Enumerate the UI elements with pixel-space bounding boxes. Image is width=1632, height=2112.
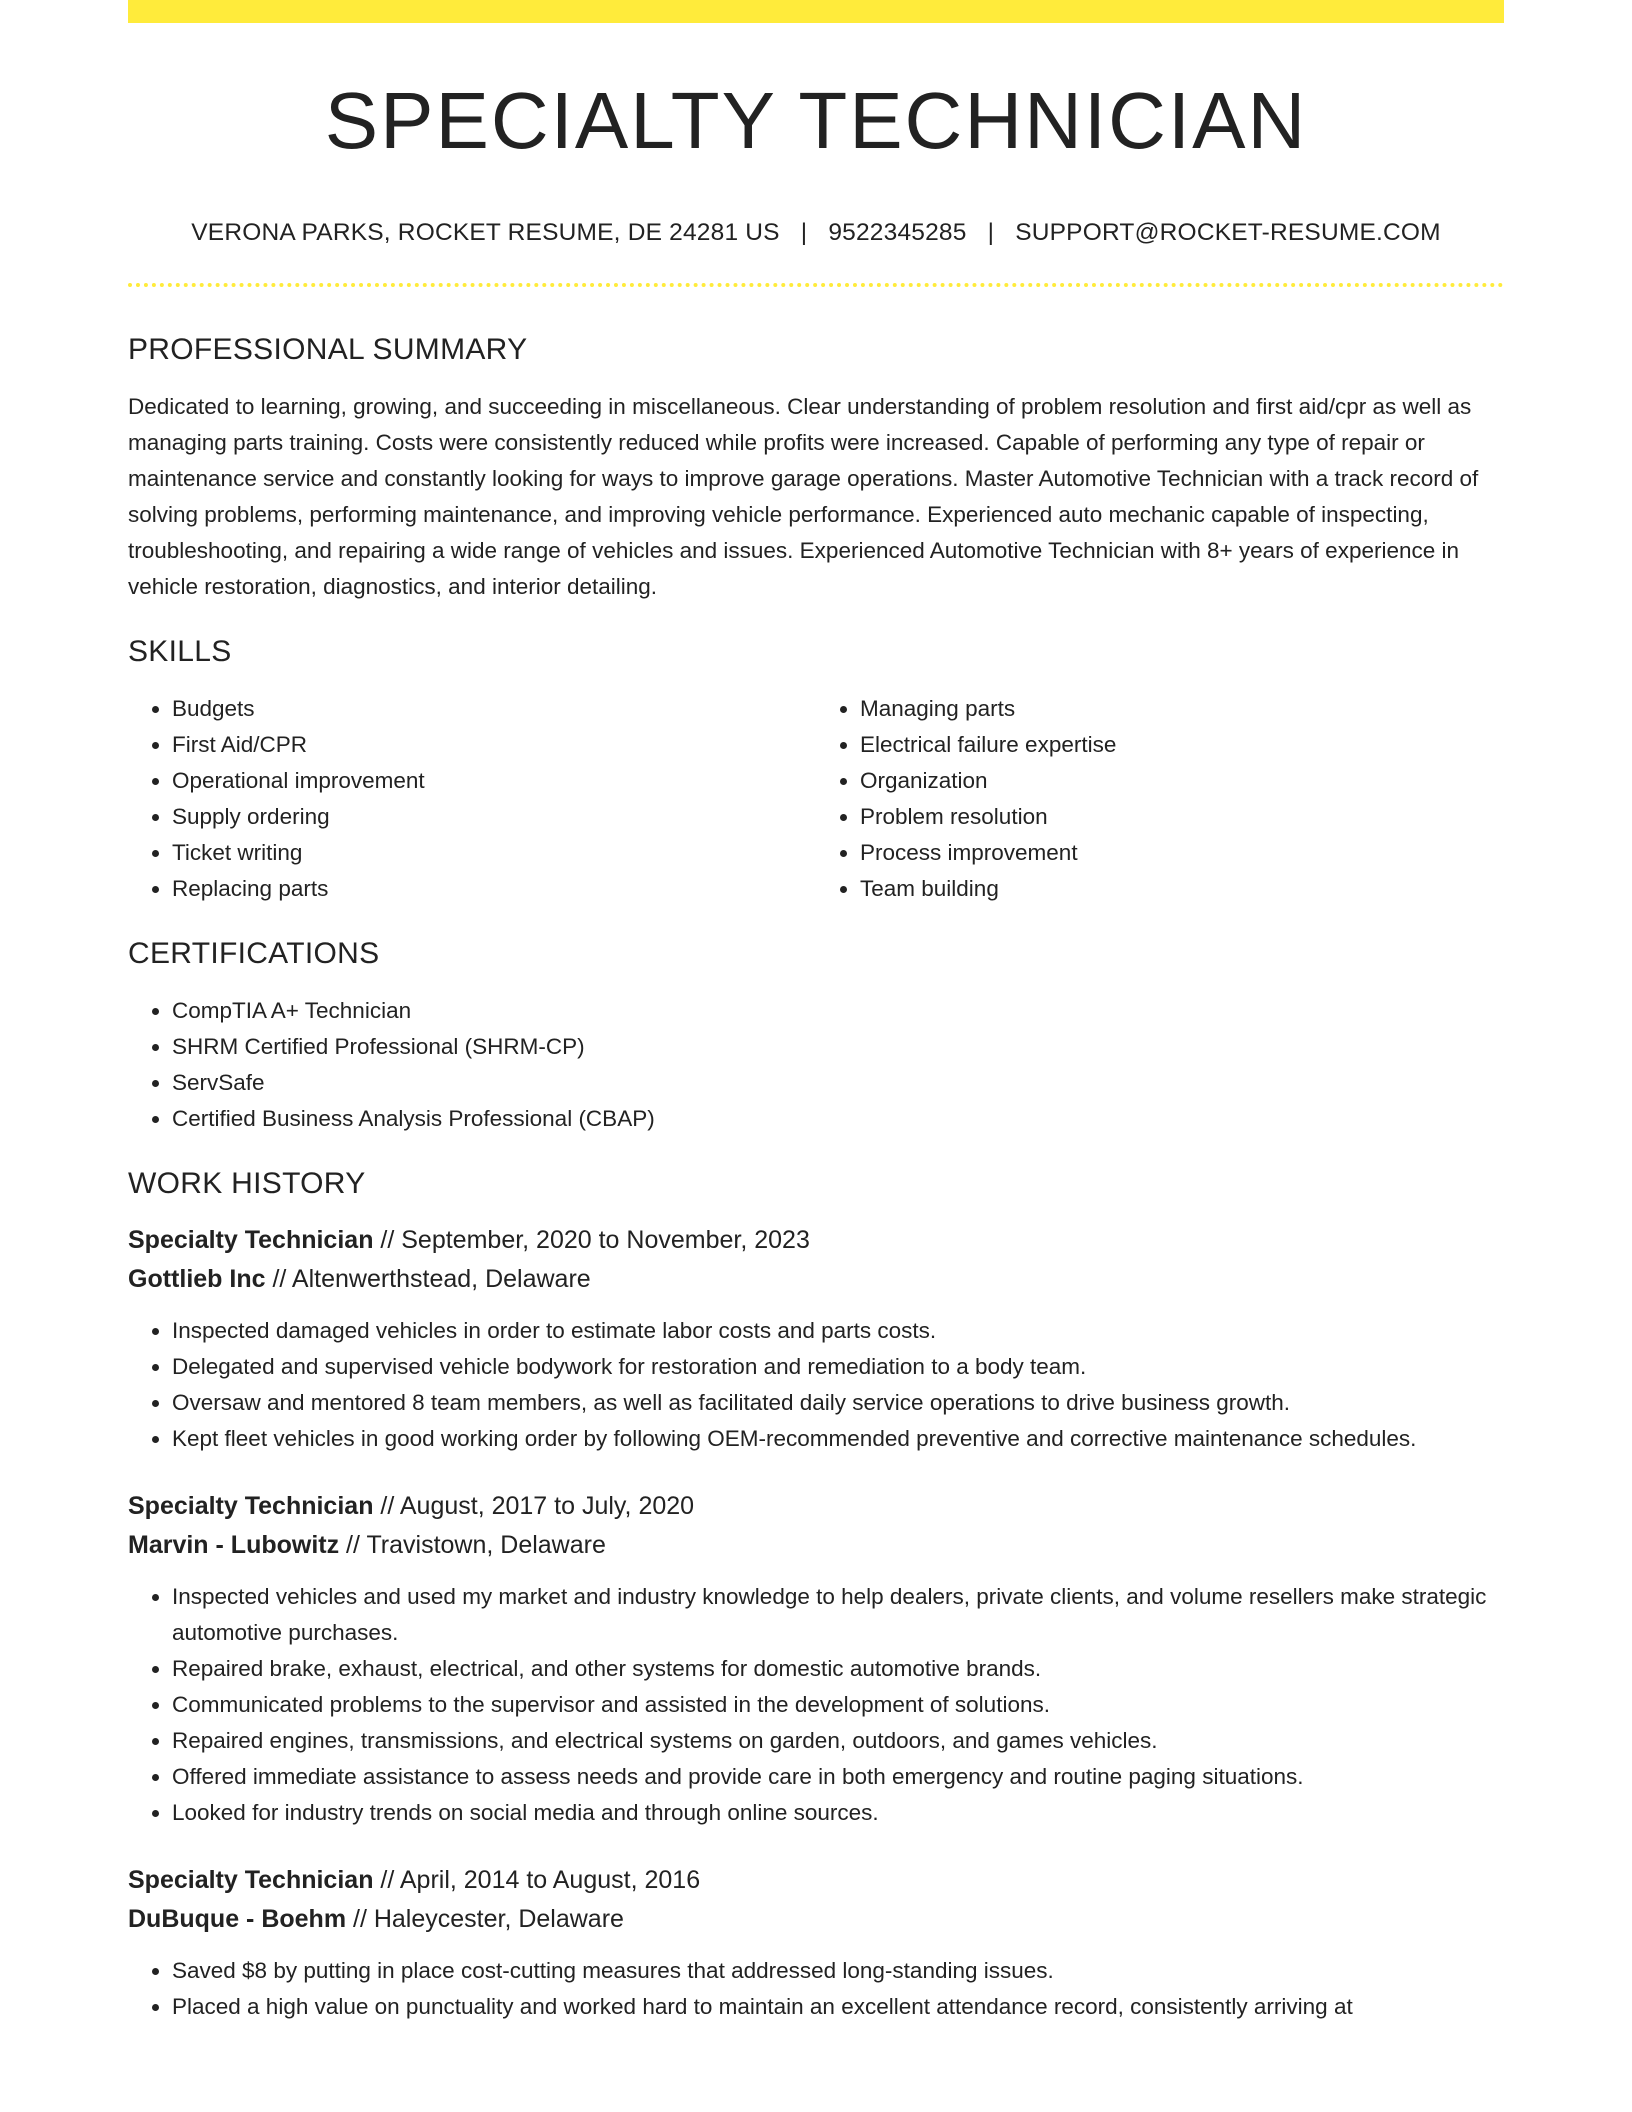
summary-text: Dedicated to learning, growing, and succeeding in miscellaneous. Clear understanding of problem resolution and first aid/cpr as well as managing parts training. Costs were consistently reduced while profits were increased. Capable of performing any type of repair or maintenance service and constantly looking for ways to improve garage operations. Master Automotive Technician with a track record of solving problems, performing maintenance, and improving vehicle performance. Experienced auto mechanic capable of inspecting, troubleshooting, and repairing a wide range of vehicles and issues. Experienced Automotive Technician with 8+ years of experience in vehicle restoration, diagnostics, and interior detailing. <box>128 394 1479 599</box>
job-bullets <box>128 1953 1504 2025</box>
job-bullets <box>128 1579 1504 1831</box>
summary-title: PROFESSIONAL SUMMARY <box>128 333 528 366</box>
dotted-divider <box>128 283 1504 287</box>
job-bullets <box>128 1313 1504 1457</box>
skill-item: • Problem resolution <box>860 799 1504 835</box>
job-dates: // August, 2017 to July, 2020 <box>373 1492 695 1520</box>
contact-address: VERONA PARKS, ROCKET RESUME, DE 24281 US <box>191 219 780 246</box>
job-bullet: • Oversaw and mentored 8 team members, as well as facilitated daily service operations to drive business growth. <box>172 1385 1504 1421</box>
skill-item: • First Aid/CPR <box>172 727 816 763</box>
job-dates: // April, 2014 to August, 2016 <box>373 1866 701 1894</box>
skills-right-list <box>816 691 1504 907</box>
skill-item: • Supply ordering <box>172 799 816 835</box>
certification-item: • Certified Business Analysis Professional (CBAP) <box>172 1101 1504 1137</box>
job-company: Gottlieb Inc <box>128 1265 266 1293</box>
job-bullet: • Placed a high value on punctuality and worked hard to maintain an excellent attendance record, consistently arriving at <box>172 1989 1504 2025</box>
job-company-line <box>128 1526 1504 1565</box>
resume-name: SPECIALTY TECHNICIAN <box>324 76 1308 165</box>
job-title-line <box>128 1221 1504 1260</box>
job-title-line <box>128 1861 1504 1900</box>
job-bullet: • Offered immediate assistance to assess needs and provide care in both emergency and routine paging situations. <box>172 1759 1504 1795</box>
skills-left-list <box>128 691 816 907</box>
job-location: // Haleycester, Delaware <box>346 1905 624 1933</box>
job-company: Marvin - Lubowitz <box>128 1531 340 1559</box>
certifications-list <box>128 993 1504 1137</box>
skill-item: • Replacing parts <box>172 871 816 907</box>
skills-title: SKILLS <box>128 635 232 668</box>
skill-item: • Ticket writing <box>172 835 816 871</box>
job-entry <box>128 1861 1504 2025</box>
certifications-title: CERTIFICATIONS <box>128 937 380 970</box>
job-location: // Altenwerthstead, Delaware <box>265 1265 591 1293</box>
job-title: Specialty Technician <box>128 1866 374 1894</box>
contact-phone: 9522345285 <box>828 219 967 246</box>
resume-page <box>128 0 1504 2025</box>
certification-item: • ServSafe <box>172 1065 1504 1101</box>
job-bullet: • Communicated problems to the supervisor and assisted in the development of solutions. <box>172 1687 1504 1723</box>
job-bullet: • Inspected vehicles and used my market and industry knowledge to help dealers, private clients, and volume resellers make strategic automotive purchases. <box>172 1579 1504 1651</box>
skill-item: • Electrical failure expertise <box>860 727 1504 763</box>
contact-line <box>128 219 1504 247</box>
job-bullet: • Repaired brake, exhaust, electrical, and other systems for domestic automotive brands. <box>172 1651 1504 1687</box>
contact-email: SUPPORT@ROCKET-RESUME.COM <box>1015 219 1441 246</box>
job-company-line <box>128 1900 1504 1939</box>
skill-item: • Managing parts <box>860 691 1504 727</box>
job-bullet: • Delegated and supervised vehicle bodywork for restoration and remediation to a body team. <box>172 1349 1504 1385</box>
job-bullet: • Saved $8 by putting in place cost-cutting measures that addressed long-standing issues. <box>172 1953 1504 1989</box>
job-dates: // September, 2020 to November, 2023 <box>373 1226 810 1254</box>
job-company: DuBuque - Boehm <box>128 1905 347 1933</box>
job-title: Specialty Technician <box>128 1492 374 1520</box>
top-accent-bar <box>128 0 1504 23</box>
skills-columns <box>128 691 1504 907</box>
job-bullet: • Kept fleet vehicles in good working order by following OEM-recommended preventive and corrective maintenance schedules. <box>172 1421 1504 1457</box>
job-bullet: • Inspected damaged vehicles in order to estimate labor costs and parts costs. <box>172 1313 1504 1349</box>
job-title: Specialty Technician <box>128 1226 374 1254</box>
skill-item: • Process improvement <box>860 835 1504 871</box>
skill-item: • Team building <box>860 871 1504 907</box>
job-title-line <box>128 1487 1504 1526</box>
skill-item: • Budgets <box>172 691 816 727</box>
job-bullet: • Repaired engines, transmissions, and electrical systems on garden, outdoors, and games vehicles. <box>172 1723 1504 1759</box>
job-entry <box>128 1221 1504 1457</box>
job-company-line <box>128 1260 1504 1299</box>
job-bullet: • Looked for industry trends on social media and through online sources. <box>172 1795 1504 1831</box>
job-entry <box>128 1487 1504 1831</box>
skill-item: • Operational improvement <box>172 763 816 799</box>
job-location: // Travistown, Delaware <box>339 1531 606 1559</box>
work-history-title: WORK HISTORY <box>128 1167 366 1200</box>
certification-item: • SHRM Certified Professional (SHRM-CP) <box>172 1029 1504 1065</box>
skill-item: • Organization <box>860 763 1504 799</box>
contact-separator: | <box>987 219 995 246</box>
certification-item: • CompTIA A+ Technician <box>172 993 1504 1029</box>
contact-separator: | <box>800 219 808 246</box>
